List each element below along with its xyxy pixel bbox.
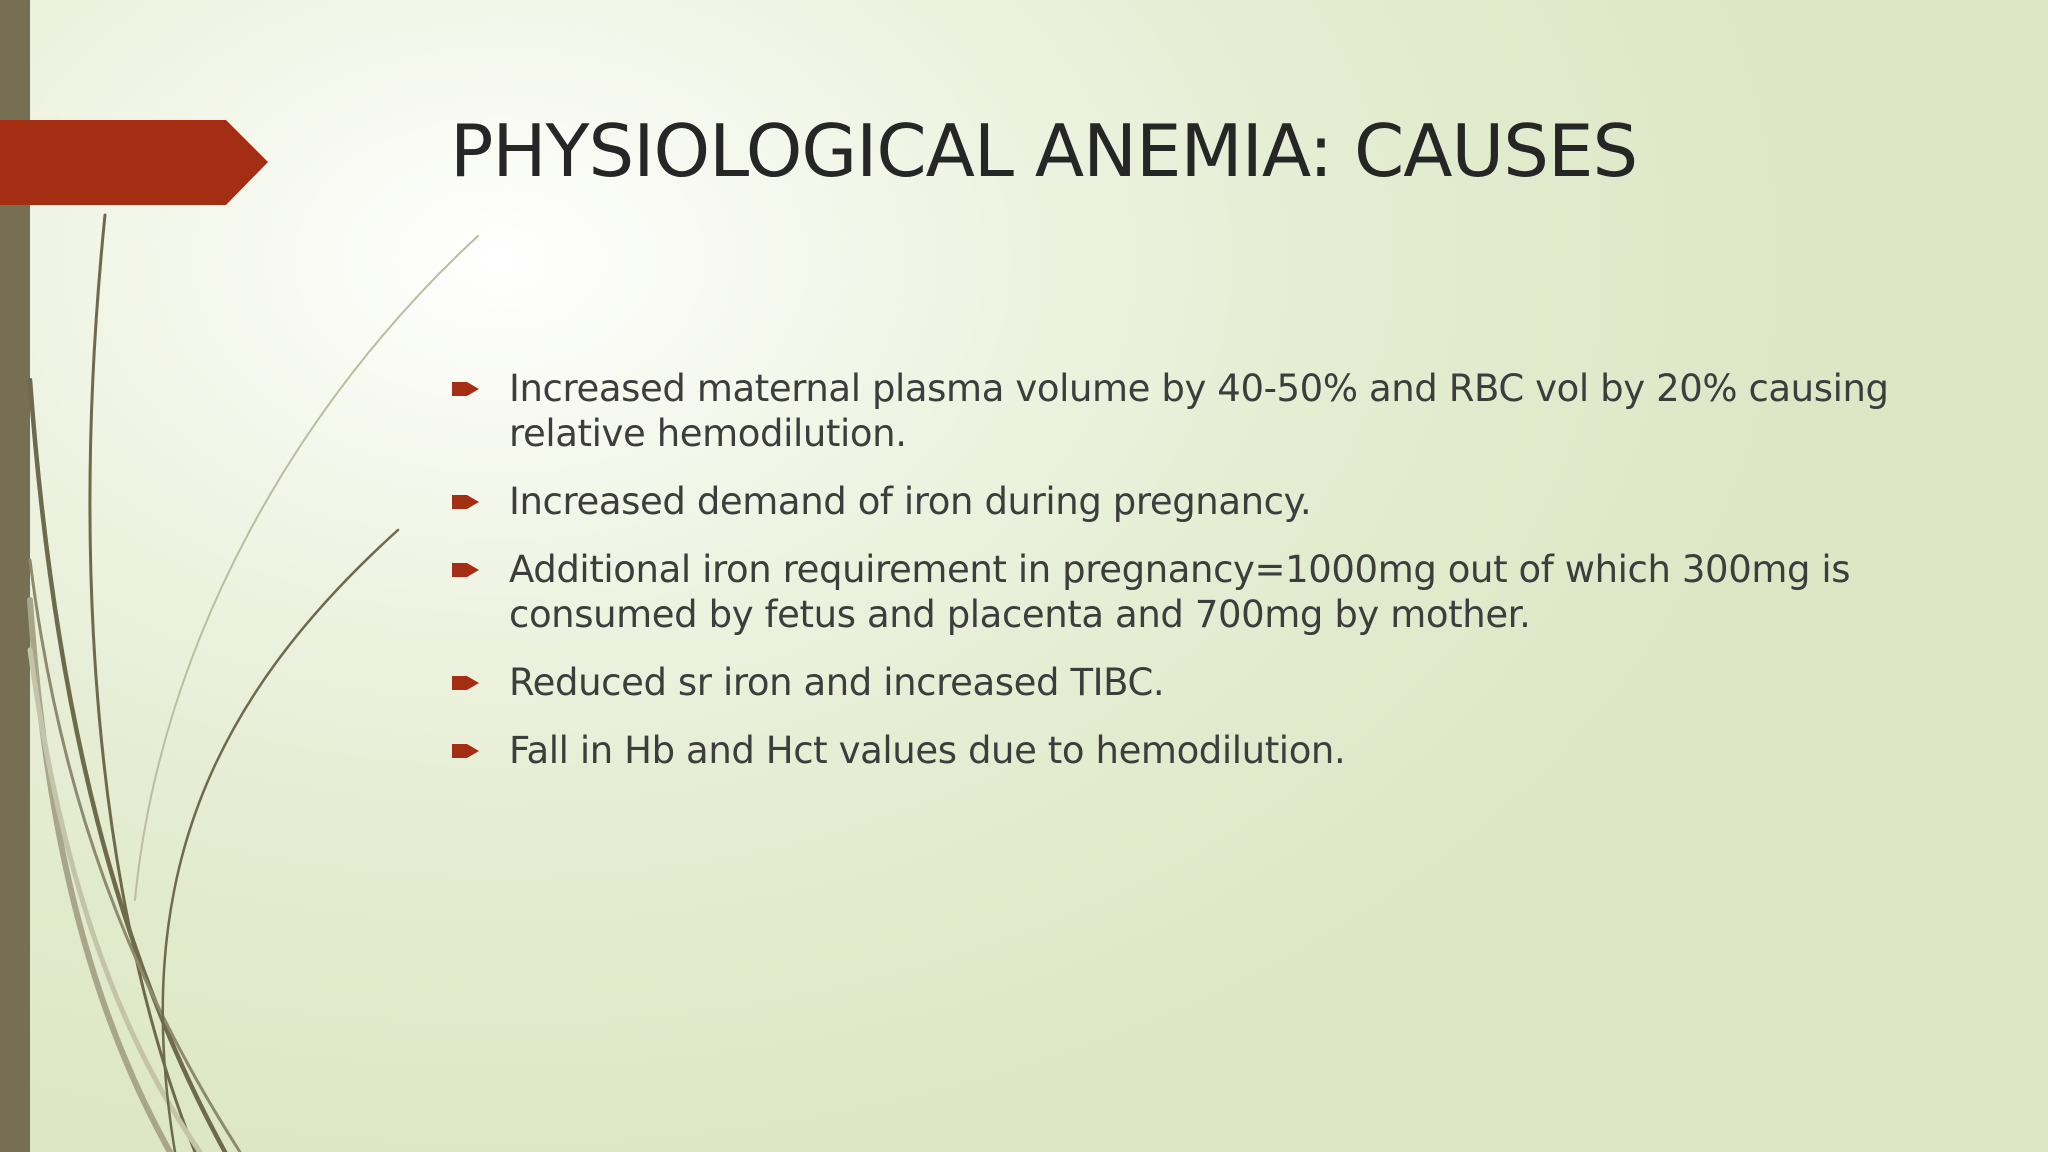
arrow-bullet-icon (452, 741, 480, 761)
arrow-bullet-icon (452, 673, 480, 693)
arrow-bullet-icon (452, 492, 480, 512)
title-arrow-shape (0, 120, 268, 205)
bullet-item (452, 547, 1932, 637)
bullet-text: Additional iron requirement in pregnancy=1000mg out of which 300mg is consumed by fetus and placenta and 700mg by mother. (509, 548, 1851, 636)
bullet-item (452, 660, 1932, 705)
bullet-list (452, 366, 1932, 796)
slide-title: PHYSIOLOGICAL ANEMIA: CAUSES (450, 109, 1638, 193)
bullet-text: Fall in Hb and Hct values due to hemodilution. (509, 729, 1346, 772)
bullet-text: Increased maternal plasma volume by 40-50% and RBC vol by 20% causing relative hemodilution. (509, 367, 1889, 455)
bullet-text: Reduced sr iron and increased TIBC. (509, 661, 1165, 704)
bullet-item (452, 728, 1932, 773)
arrow-bullet-icon (452, 379, 480, 399)
bullet-item (452, 479, 1932, 524)
arrow-bullet-icon (452, 560, 480, 580)
bullet-item (452, 366, 1932, 456)
bullet-text: Increased demand of iron during pregnancy. (509, 480, 1312, 523)
